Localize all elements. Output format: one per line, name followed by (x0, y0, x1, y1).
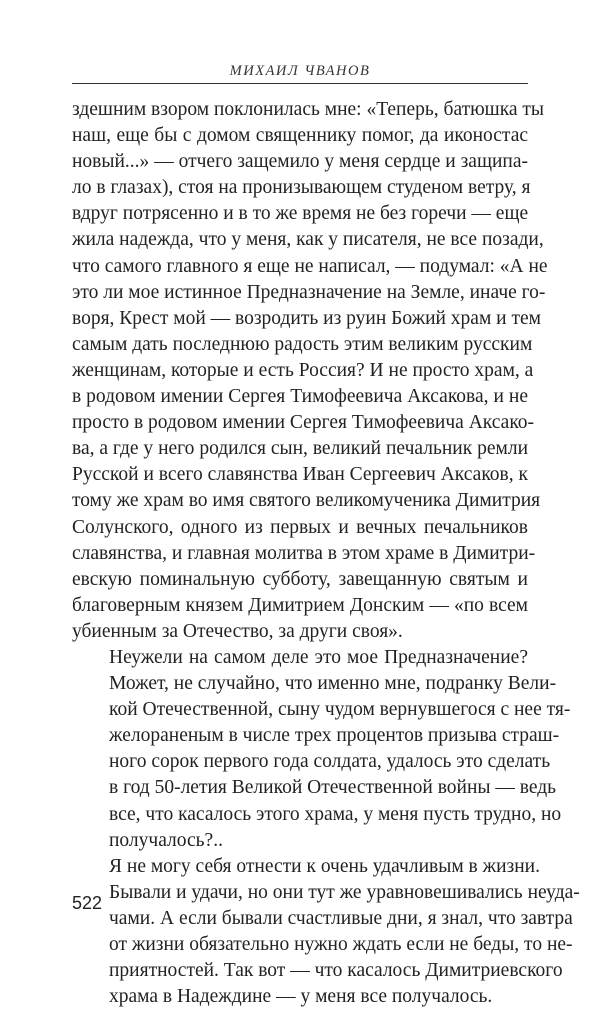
text-line: убиенным за Отечество, за други своя». (72, 620, 403, 642)
text-line: ного сорок первого года солдата, удалось это сделать (109, 751, 551, 773)
text-line: кой Отечественной, сыну чудом вернувшегося с нее тя- (109, 699, 571, 721)
text-line: в родовом имении Сергея Тимофеевича Аксакова, и не (72, 386, 528, 408)
text-line: Неужели на самом деле это мое Предназначение? (109, 646, 528, 668)
running-header: МИХАИЛ ЧВАНОВ (229, 63, 371, 79)
text-line: тому же храм во имя святого великомученика Димитрия (72, 490, 541, 512)
text-line: от жизни обязательно нужно ждать если не беды, то не- (109, 934, 573, 955)
text-line: здешним взором поклонилась мне: «Теперь, батюшка ты (72, 99, 545, 120)
text-line: Я не могу себя отнести к очень удачливым в жизни. (109, 855, 540, 877)
text-line: евскую поминальную субботу, завещанную святым и (72, 568, 528, 590)
text-line: чами. А если бывали счастливые дни, я знал, что завтра (109, 907, 573, 929)
text-line: желораненым в числе трех процентов призыва страш- (109, 725, 560, 747)
header-rule (72, 83, 528, 84)
text-line: все, что касалось этого храма, у меня пусть трудно, но (109, 803, 562, 825)
text-line: воря, Крест мой — возродить из руин Божий храм и тем (72, 307, 542, 329)
text-line: ва, а где у него родился сын, великий печальник ремли (72, 438, 528, 460)
text-line: благоверным князем Димитрием Донским — «по всем (72, 594, 528, 616)
text-line: это ли мое истинное Предназначение на Земле, иначе го- (72, 281, 546, 303)
text-line: ло в глазах), стоя на пронизывающем студеном ветру, я (72, 177, 531, 199)
text-line: получалось?.. (109, 829, 223, 851)
paragraph (72, 97, 548, 645)
paragraph (72, 645, 571, 854)
text-line: Солунского, одного из первых и вечных печальников (72, 516, 528, 538)
text-line: жила надежда, что у меня, как у писателя, не все позади, (72, 229, 544, 251)
text-line: храма в Надеждине — у меня все получалось. (109, 986, 493, 1008)
paragraph (72, 854, 580, 1010)
text-line: просто в родовом имении Сергея Тимофеевича Аксако- (72, 412, 535, 434)
text-line: Бывали и удачи, но они тут же уравновешивались неуда- (109, 881, 580, 903)
text-line: наш, еще бы с домом священнику помог, да иконостас (72, 125, 528, 147)
page-number: 522 (72, 893, 103, 913)
text-line: самым дать последнюю радость этим великим русским (72, 333, 533, 355)
text-line: что самого главного я еще не написал, — подумал: «А не (72, 255, 548, 277)
text-line: в год 50-летия Великой Отечественной войны — ведь (109, 777, 557, 799)
text-line: вдруг потрясенно и в то же время не без горечи — еще (72, 203, 529, 225)
text-line: новый...» — отчего защемило у меня сердце и защипа- (72, 151, 528, 173)
text-body (72, 97, 580, 1010)
text-line: женщинам, которые и есть Россия? И не просто храм, а (72, 359, 534, 381)
text-line: Может, не случайно, что именно мне, подранку Вели- (109, 673, 557, 695)
text-line: приятностей. Так вот — что касалось Димитриевского (109, 960, 563, 982)
text-line: Русской и всего славянства Иван Сергеевич Аксаков, к (72, 464, 528, 486)
text-line: славянства, и главная молитва в этом храме в Димитри- (72, 542, 536, 564)
